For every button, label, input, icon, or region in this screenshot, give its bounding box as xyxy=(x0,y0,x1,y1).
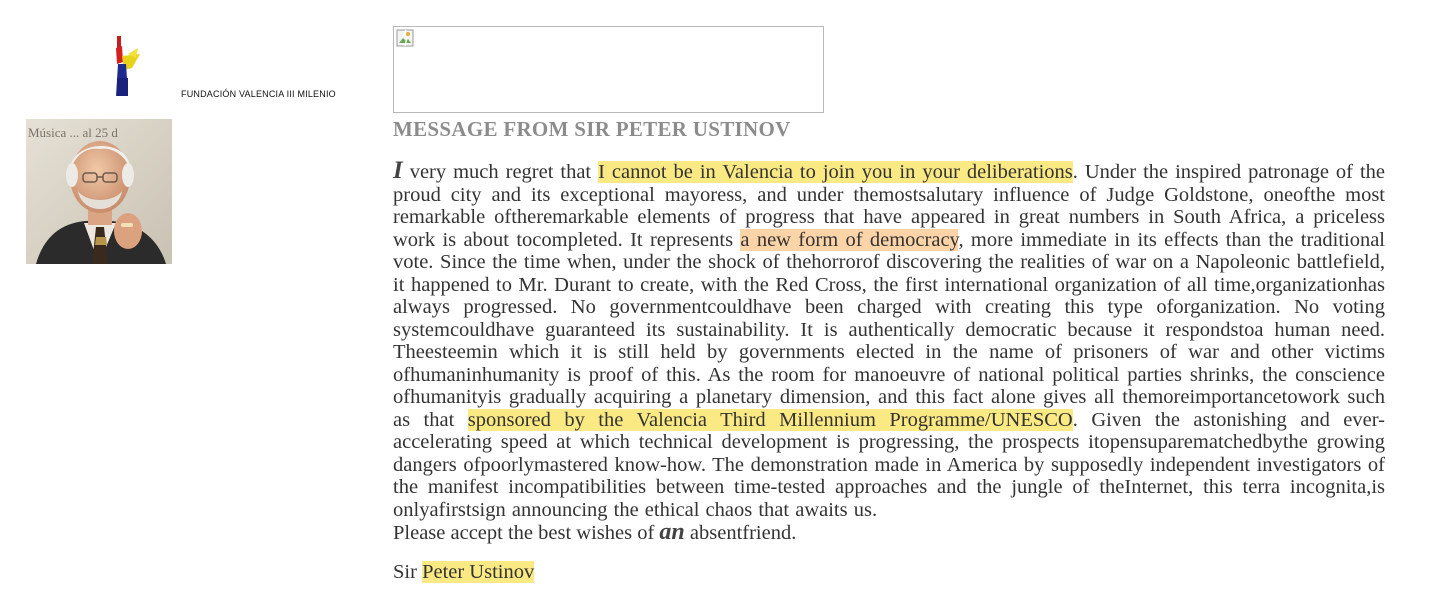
message-title: MESSAGE FROM SIR PETER USTINOV xyxy=(393,117,791,141)
portrait-photo xyxy=(26,119,172,264)
closing-emphasis: an xyxy=(659,519,685,545)
signature-name: Peter Ustinov xyxy=(422,561,535,583)
closing-text-after: absentfriend. xyxy=(684,522,797,544)
photo-caption: Música ... al 25 d xyxy=(28,125,118,140)
closing-line xyxy=(393,519,796,546)
highlight-sponsor: sponsored by the Valencia Third Millennium Programme/UNESCO xyxy=(467,408,1073,431)
closing-text-before: Please accept the best wishes of xyxy=(393,522,660,544)
message-body xyxy=(393,157,1386,521)
broken-image-icon xyxy=(396,29,414,47)
highlight-democracy: a new form of democracy xyxy=(740,228,959,251)
body-text-segment: , more immediate in its effects than the traditional vote. Since the time when, under the shock of thehorrorof discovering the realities of war on a Napoleonic battlefield, it happened to Mr. Durant to create, with the Red Cross, the first international organization of all time,organizationhas always progressed. No governmentcouldhave been charged with creating this type oforganization. No voting systemcouldhave guaranteed its sustainability. It is authentically democratic because it respondstoa human need. Theesteemin which it is still held by governments elected in the name of prisoners of war and other victims ofhumaninhumanity is proof of this. As the room for manoeuvre of national political parties shrinks, the conscience ofhumanityis gradually acquiring a planetary dimension, and this fact alone gives all themoreimportancetowork such as that xyxy=(393,228,1386,431)
dropcap: I xyxy=(393,157,403,184)
body-text-segment: . Under the inspired patronage of the proud city and its exceptional mayoress, and under themostsalutary influence of Judge Goldstone, oneofthe most remarkable oftheremarkable elements of progress that have appeared in great numbers in South Africa, a priceless work is about tocompleted. It represents xyxy=(393,161,1385,251)
foundation-logo-text: FUNDACIÓN VALENCIA III MILENIO xyxy=(181,89,336,99)
body-text-segment: very much regret that xyxy=(402,161,599,183)
foundation-logo-mark-icon xyxy=(108,34,148,100)
signature-prefix: Sir xyxy=(393,561,423,583)
highlight-regret: I cannot be in Valencia to join you in your deliberations xyxy=(598,161,1073,183)
portrait-illustration xyxy=(26,119,172,264)
signature xyxy=(393,561,534,584)
body-text-segment: . Given the astonishing and ever-accelerating speed at which technical development is progressing, the prospects itopensuparematchedbythe growing dangers ofpoorlymastered know-how. The demonstration made in America by supposedly independent investigators of the manifest incompatibilities between time-tested approaches and the jungle of theInternet, this terra incognita,is onlyafirstsign announcing the ethical chaos that awaits us. xyxy=(393,408,1385,521)
foundation-logo[interactable] xyxy=(108,34,348,104)
banner-image-placeholder xyxy=(393,26,824,113)
